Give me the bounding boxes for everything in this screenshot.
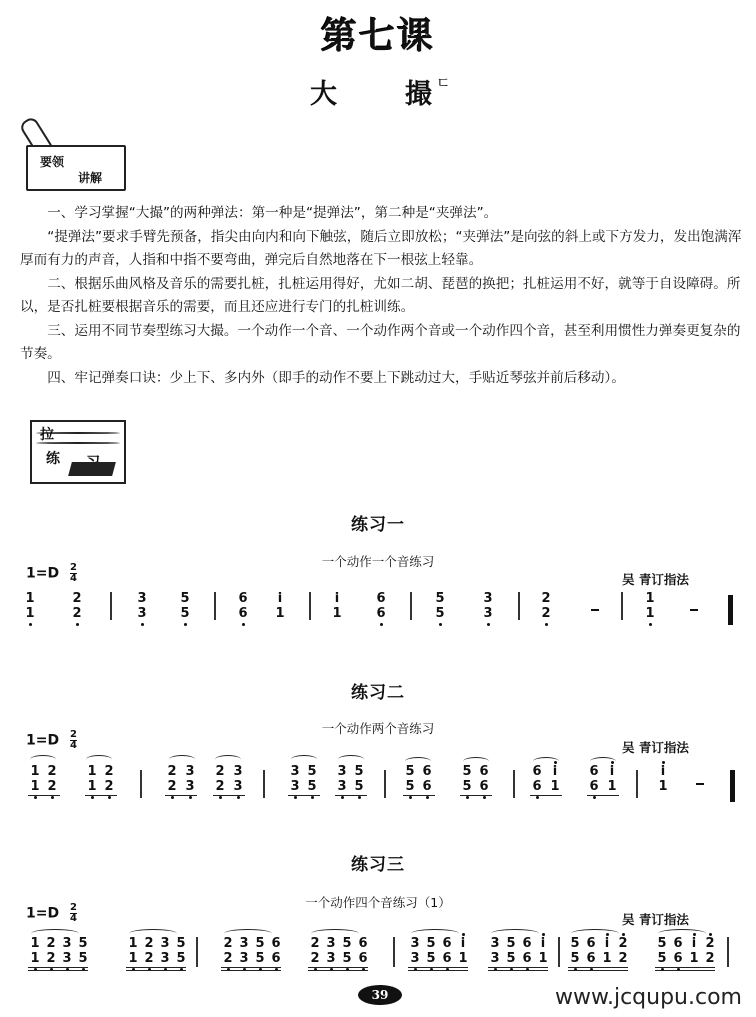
time-signature [70, 903, 77, 924]
note: 2 [541, 591, 551, 606]
barline [263, 770, 265, 798]
sustain-dash [696, 783, 704, 785]
time-bottom: 4 [69, 573, 77, 584]
note: 3 [160, 936, 170, 951]
note: 2 [102, 780, 116, 794]
note: 3 [337, 764, 347, 779]
eighth-underline [165, 795, 197, 796]
barline [410, 592, 412, 620]
barline [513, 770, 515, 798]
note: 5 [342, 936, 352, 951]
note: 5 [433, 607, 447, 621]
exercise-1-subtitle: 一个动作一个音练习 [321, 554, 435, 569]
note: 2 [223, 936, 233, 951]
note: 1 [643, 607, 657, 621]
key-points-tag [26, 145, 126, 191]
note: 2 [104, 764, 114, 779]
note: 1 [332, 606, 342, 621]
note: 3 [488, 952, 502, 966]
note: 5 [352, 780, 366, 794]
barline [309, 592, 311, 620]
note: 6 [586, 936, 596, 951]
sixteenth-underline [221, 967, 281, 968]
barline [636, 770, 638, 798]
note: 5 [462, 764, 472, 779]
sixteenth-underline [655, 967, 715, 968]
sixteenth-underline [655, 970, 715, 971]
note: i [334, 591, 340, 606]
note: 1 [128, 936, 138, 951]
note: 5 [405, 764, 415, 779]
slur [86, 755, 112, 764]
subtitle-part1: 大 [310, 79, 337, 110]
note: i [605, 765, 619, 779]
time-bottom: 4 [69, 913, 77, 924]
page-number: 39 [358, 985, 402, 1005]
note: 1 [87, 764, 97, 779]
exercise-1-key [26, 563, 77, 584]
note: 5 [305, 780, 319, 794]
note: 3 [324, 952, 338, 966]
note: 1 [458, 951, 468, 966]
note: 6 [420, 780, 434, 794]
sixteenth-underline [126, 970, 186, 971]
note: 2 [213, 780, 227, 794]
final-barline [728, 595, 733, 625]
note: 2 [45, 780, 59, 794]
note: 6 [422, 764, 432, 779]
exercise-1-title: 练习一 [351, 515, 405, 535]
note: 1 [275, 606, 285, 621]
slur [30, 755, 56, 764]
note: 2 [165, 780, 179, 794]
note: 5 [253, 952, 267, 966]
note: 1 [23, 607, 37, 621]
lesson-title: 第七课 [320, 16, 435, 57]
barline [214, 592, 216, 620]
note: 2 [616, 937, 630, 951]
barline [393, 937, 395, 967]
sixteenth-underline [308, 967, 368, 968]
exercise-2-title: 练习二 [351, 683, 405, 703]
exercise-2-key [26, 730, 77, 751]
note: 6 [477, 780, 491, 794]
sixteenth-underline [408, 967, 468, 968]
note: 5 [354, 764, 364, 779]
note: 2 [142, 952, 156, 966]
note: 3 [326, 936, 336, 951]
sixteenth-underline [221, 970, 281, 971]
sixteenth-underline [408, 970, 468, 971]
sixteenth-underline [28, 967, 88, 968]
practice-tag-line1: 拉 [40, 427, 54, 443]
exercise-3-key [26, 903, 77, 924]
sixteenth-underline [488, 970, 548, 971]
note: 1 [85, 780, 99, 794]
note: 1 [689, 951, 699, 966]
note: 5 [460, 780, 474, 794]
note: 3 [490, 936, 500, 951]
note: 5 [570, 936, 580, 951]
exercise-3-credit: 吴 青订指法 [622, 912, 689, 927]
note: 2 [70, 607, 84, 621]
slur [291, 755, 317, 764]
eighth-underline [28, 795, 60, 796]
note: 6 [356, 952, 370, 966]
note: 6 [532, 764, 542, 779]
subtitle-part2: 撮 [405, 79, 432, 110]
note: 6 [587, 780, 601, 794]
note: 1 [25, 591, 35, 606]
note: 2 [308, 952, 322, 966]
note: 5 [435, 591, 445, 606]
note: 5 [424, 952, 438, 966]
note: 1 [538, 951, 548, 966]
exercise-2-subtitle: 一个动作两个音练习 [321, 721, 435, 736]
note: 6 [376, 591, 386, 606]
note: 2 [144, 936, 154, 951]
note: 1 [28, 780, 42, 794]
eighth-underline [587, 795, 619, 796]
note: 5 [655, 952, 669, 966]
note: 2 [215, 764, 225, 779]
sixteenth-underline [28, 970, 88, 971]
note: i [536, 937, 550, 951]
note: 3 [290, 764, 300, 779]
note: 6 [522, 936, 532, 951]
sixteenth-underline [568, 967, 628, 968]
note: i [277, 591, 283, 606]
note: 2 [72, 591, 82, 606]
key-points-text [20, 202, 750, 390]
note: 2 [47, 764, 57, 779]
note: 5 [506, 936, 516, 951]
note: 3 [481, 607, 495, 621]
note: 6 [440, 952, 454, 966]
note: 5 [78, 936, 88, 951]
note: 2 [618, 951, 628, 966]
note: 3 [408, 952, 422, 966]
note: i [456, 937, 470, 951]
tag-line1: 要领 [40, 155, 65, 169]
note: 3 [231, 780, 245, 794]
exercise-1-credit: 吴 青订指法 [622, 572, 689, 587]
note: 5 [657, 936, 667, 951]
note: 6 [479, 764, 489, 779]
watermark: www.jcqupu.com [555, 985, 742, 1010]
note: 1 [602, 951, 612, 966]
note: 3 [483, 591, 493, 606]
note: 6 [269, 952, 283, 966]
note: 5 [426, 936, 436, 951]
note: 6 [584, 952, 598, 966]
eighth-underline [460, 795, 492, 796]
exercise-2-credit: 吴 青订指法 [622, 740, 689, 755]
note: 5 [176, 936, 186, 951]
note: 3 [233, 764, 243, 779]
barline [621, 592, 623, 620]
note: 5 [76, 952, 90, 966]
key-signature: 1=D [26, 565, 60, 582]
exercise-3-subtitle: 一个动作四个音练习（1） [305, 895, 451, 910]
time-bottom: 4 [69, 740, 77, 751]
note: 6 [374, 607, 388, 621]
note: 3 [183, 780, 197, 794]
note: 3 [158, 952, 172, 966]
eighth-underline [335, 795, 367, 796]
note: 6 [442, 936, 452, 951]
time-signature [70, 563, 77, 584]
paragraph: 三、运用不同节奏型练习大撮。一个动作一个音、一个动作两个音或一个动作四个音，甚至利用惯性力弹奏更复杂的节奏。 [20, 322, 741, 362]
note: 2 [167, 764, 177, 779]
note: 3 [335, 780, 349, 794]
note: 3 [137, 591, 147, 606]
slur [338, 755, 364, 764]
note: 2 [539, 607, 553, 621]
time-signature [70, 730, 77, 751]
exercise-3-title: 练习三 [351, 855, 405, 875]
note: 3 [185, 764, 195, 779]
note: 3 [135, 607, 149, 621]
note: 6 [530, 780, 544, 794]
note: 2 [44, 952, 58, 966]
key-signature: 1=D [26, 732, 60, 749]
eighth-underline [530, 795, 562, 796]
note: 2 [703, 937, 717, 951]
note: 5 [307, 764, 317, 779]
note: 1 [658, 779, 668, 794]
note: 1 [645, 591, 655, 606]
barline [384, 770, 386, 798]
note: 1 [126, 952, 140, 966]
note: 6 [236, 607, 250, 621]
note: 3 [62, 936, 72, 951]
paragraph: 一、学习掌握“大撮”的两种弹法：第一种是“提弹法”，第二种是“夹弹法”。 [47, 205, 498, 221]
technique-symbol: ㄷ [436, 74, 451, 92]
sustain-dash [591, 609, 599, 611]
note: 3 [239, 936, 249, 951]
barline [196, 937, 198, 967]
note: 5 [180, 591, 190, 606]
paragraph: 二、根据乐曲风格及音乐的需要扎桩，扎桩运用得好，尤如二胡、琵琶的换把；扎桩运用不好，就等于自设障碍。所以，是否扎桩要根据音乐的需要，而且还应进行专门的扎桩训练。 [20, 275, 741, 315]
note: 2 [705, 951, 715, 966]
note: 6 [238, 591, 248, 606]
note: 5 [568, 952, 582, 966]
note: 6 [358, 936, 368, 951]
note: 5 [403, 780, 417, 794]
paragraph: 四、牢记弹奏口诀：少上下、多内外（即手的动作不要上下跳动过大，手贴近琴弦并前后移动）。 [47, 369, 625, 386]
note: 1 [30, 764, 40, 779]
note: 5 [178, 607, 192, 621]
barline [140, 770, 142, 798]
slur [169, 755, 195, 764]
note: 3 [288, 780, 302, 794]
sixteenth-underline [568, 970, 628, 971]
practice-tag-line2: 练 [46, 451, 60, 467]
eighth-underline [403, 795, 435, 796]
note: 5 [340, 952, 354, 966]
note: 2 [310, 936, 320, 951]
note: 6 [673, 936, 683, 951]
note: 3 [410, 936, 420, 951]
barline [110, 592, 112, 620]
barline [518, 592, 520, 620]
note: 6 [271, 936, 281, 951]
note: 6 [671, 952, 685, 966]
note: 5 [255, 936, 265, 951]
note: 5 [504, 952, 518, 966]
practice-logo-icon [30, 420, 126, 484]
eighth-underline [288, 795, 320, 796]
time-top: 2 [69, 562, 77, 573]
lesson-subtitle [310, 72, 451, 111]
note: 6 [520, 952, 534, 966]
paragraph: “提弹法”要求手臂先预备，指尖由向内和向下触弦，随后立即放松；“夹弹法”是向弦的斜上或下方发力，发出饱满浑厚而有力的声音，人指和中指不要弯曲，弹完后自然地落在下一根弦上轻靠。 [20, 228, 742, 268]
final-barline [730, 770, 735, 802]
note: 2 [221, 952, 235, 966]
sixteenth-underline [488, 967, 548, 968]
eighth-underline [85, 795, 117, 796]
note: 6 [589, 764, 599, 779]
slur [215, 755, 241, 764]
key-signature: 1=D [26, 905, 60, 922]
sixteenth-underline [308, 970, 368, 971]
sustain-dash [690, 609, 698, 611]
note: 1 [550, 779, 560, 794]
note: i [687, 937, 701, 951]
note: 3 [60, 952, 74, 966]
note: 5 [174, 952, 188, 966]
note: 1 [30, 936, 40, 951]
note: 1 [28, 952, 42, 966]
time-top: 2 [69, 902, 77, 913]
note: i [656, 765, 670, 779]
tag-line2: 讲解 [78, 171, 103, 185]
sixteenth-underline [126, 967, 186, 968]
time-top: 2 [69, 729, 77, 740]
note: 2 [46, 936, 56, 951]
eighth-underline [213, 795, 245, 796]
note: 3 [237, 952, 251, 966]
barline [558, 937, 560, 967]
guzheng-icon [68, 462, 116, 476]
note: i [600, 937, 614, 951]
note: i [548, 765, 562, 779]
barline [727, 937, 729, 967]
note: 1 [607, 779, 617, 794]
